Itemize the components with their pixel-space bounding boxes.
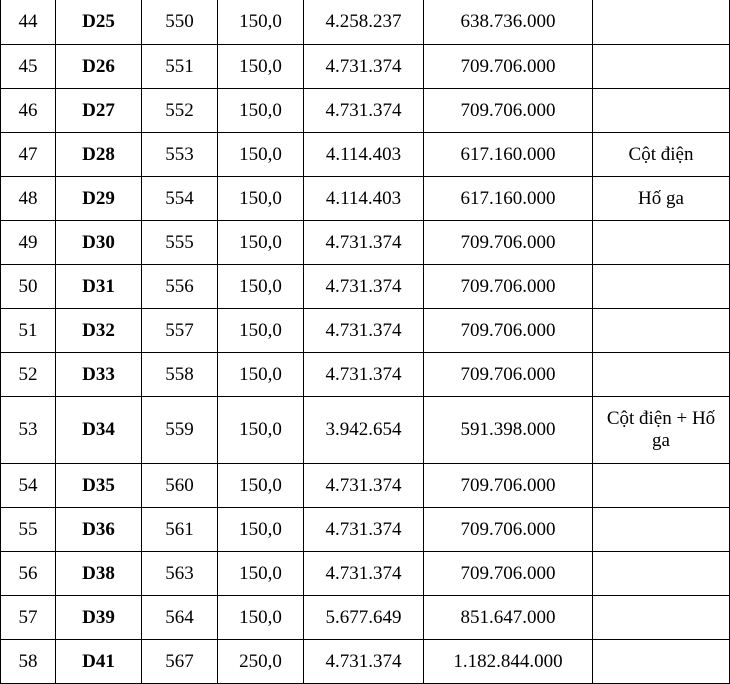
row-number: 56 [1, 552, 56, 596]
row-number: 51 [1, 309, 56, 353]
lot-code: D36 [56, 508, 142, 552]
row-number: 53 [1, 397, 56, 464]
table-row [1, 0, 730, 45]
total-price: 709.706.000 [424, 464, 593, 508]
row-number: 45 [1, 45, 56, 89]
lot-note [593, 0, 730, 45]
unit-price: 4.731.374 [304, 552, 424, 596]
lot-note [593, 89, 730, 133]
table-row [1, 353, 730, 397]
unit-price: 4.731.374 [304, 221, 424, 265]
table-row [1, 596, 730, 640]
lot-area: 150,0 [218, 265, 304, 309]
lot-number: 550 [142, 0, 218, 45]
total-price: 709.706.000 [424, 309, 593, 353]
total-price: 851.647.000 [424, 596, 593, 640]
table-row [1, 640, 730, 684]
unit-price: 4.258.237 [304, 0, 424, 45]
lot-area: 150,0 [218, 221, 304, 265]
row-number: 54 [1, 464, 56, 508]
lot-note: Hố ga [593, 177, 730, 221]
unit-price: 4.114.403 [304, 177, 424, 221]
lot-area: 150,0 [218, 0, 304, 45]
lot-number: 554 [142, 177, 218, 221]
lot-area: 150,0 [218, 177, 304, 221]
row-number: 50 [1, 265, 56, 309]
total-price: 709.706.000 [424, 552, 593, 596]
lot-area: 150,0 [218, 309, 304, 353]
lot-code: D34 [56, 397, 142, 464]
row-number: 44 [1, 0, 56, 45]
lot-note [593, 640, 730, 684]
table-row [1, 464, 730, 508]
lot-code: D26 [56, 45, 142, 89]
lot-code: D38 [56, 552, 142, 596]
lot-code: D32 [56, 309, 142, 353]
lot-code: D33 [56, 353, 142, 397]
lot-number: 563 [142, 552, 218, 596]
unit-price: 3.942.654 [304, 397, 424, 464]
table-row [1, 45, 730, 89]
row-number: 55 [1, 508, 56, 552]
table-row [1, 508, 730, 552]
table-row [1, 309, 730, 353]
lot-number: 560 [142, 464, 218, 508]
row-number: 57 [1, 596, 56, 640]
lot-code: D31 [56, 265, 142, 309]
unit-price: 4.731.374 [304, 45, 424, 89]
unit-price: 4.731.374 [304, 309, 424, 353]
lot-area: 250,0 [218, 640, 304, 684]
total-price: 709.706.000 [424, 89, 593, 133]
lot-number: 555 [142, 221, 218, 265]
lot-number: 552 [142, 89, 218, 133]
lot-number: 559 [142, 397, 218, 464]
total-price: 709.706.000 [424, 508, 593, 552]
lot-code: D39 [56, 596, 142, 640]
lot-code: D27 [56, 89, 142, 133]
lot-code: D28 [56, 133, 142, 177]
table-row [1, 221, 730, 265]
unit-price: 4.731.374 [304, 353, 424, 397]
lot-number: 558 [142, 353, 218, 397]
lot-code: D41 [56, 640, 142, 684]
unit-price: 4.731.374 [304, 464, 424, 508]
lot-number: 557 [142, 309, 218, 353]
lot-area: 150,0 [218, 464, 304, 508]
lot-note [593, 596, 730, 640]
lot-number: 561 [142, 508, 218, 552]
lot-note: Cột điện [593, 133, 730, 177]
row-number: 48 [1, 177, 56, 221]
unit-price: 4.114.403 [304, 133, 424, 177]
table-row [1, 89, 730, 133]
row-number: 46 [1, 89, 56, 133]
table-row [1, 133, 730, 177]
unit-price: 4.731.374 [304, 89, 424, 133]
lot-note [593, 45, 730, 89]
lot-note: Cột điện + Hố ga [593, 397, 730, 464]
lot-area: 150,0 [218, 45, 304, 89]
total-price: 638.736.000 [424, 0, 593, 45]
total-price: 709.706.000 [424, 353, 593, 397]
lot-area: 150,0 [218, 353, 304, 397]
lot-note [593, 552, 730, 596]
unit-price: 5.677.649 [304, 596, 424, 640]
lot-area: 150,0 [218, 552, 304, 596]
lot-number: 553 [142, 133, 218, 177]
lot-area: 150,0 [218, 133, 304, 177]
lot-note [593, 309, 730, 353]
lot-number: 556 [142, 265, 218, 309]
total-price: 617.160.000 [424, 133, 593, 177]
total-price: 617.160.000 [424, 177, 593, 221]
row-number: 58 [1, 640, 56, 684]
lot-area: 150,0 [218, 508, 304, 552]
lot-number: 567 [142, 640, 218, 684]
table-row [1, 265, 730, 309]
lot-area: 150,0 [218, 397, 304, 464]
total-price: 1.182.844.000 [424, 640, 593, 684]
table-row [1, 552, 730, 596]
lot-number: 564 [142, 596, 218, 640]
lot-area: 150,0 [218, 89, 304, 133]
unit-price: 4.731.374 [304, 640, 424, 684]
lot-number: 551 [142, 45, 218, 89]
lot-note [593, 353, 730, 397]
lot-code: D30 [56, 221, 142, 265]
table-row [1, 177, 730, 221]
row-number: 47 [1, 133, 56, 177]
lot-note [593, 265, 730, 309]
unit-price: 4.731.374 [304, 508, 424, 552]
total-price: 709.706.000 [424, 221, 593, 265]
lot-code: D35 [56, 464, 142, 508]
unit-price: 4.731.374 [304, 265, 424, 309]
total-price: 709.706.000 [424, 265, 593, 309]
row-number: 49 [1, 221, 56, 265]
table-row [1, 397, 730, 464]
lot-note [593, 508, 730, 552]
lot-note [593, 464, 730, 508]
lot-area: 150,0 [218, 596, 304, 640]
total-price: 709.706.000 [424, 45, 593, 89]
lot-note [593, 221, 730, 265]
lot-code: D29 [56, 177, 142, 221]
lot-code: D25 [56, 0, 142, 45]
total-price: 591.398.000 [424, 397, 593, 464]
row-number: 52 [1, 353, 56, 397]
